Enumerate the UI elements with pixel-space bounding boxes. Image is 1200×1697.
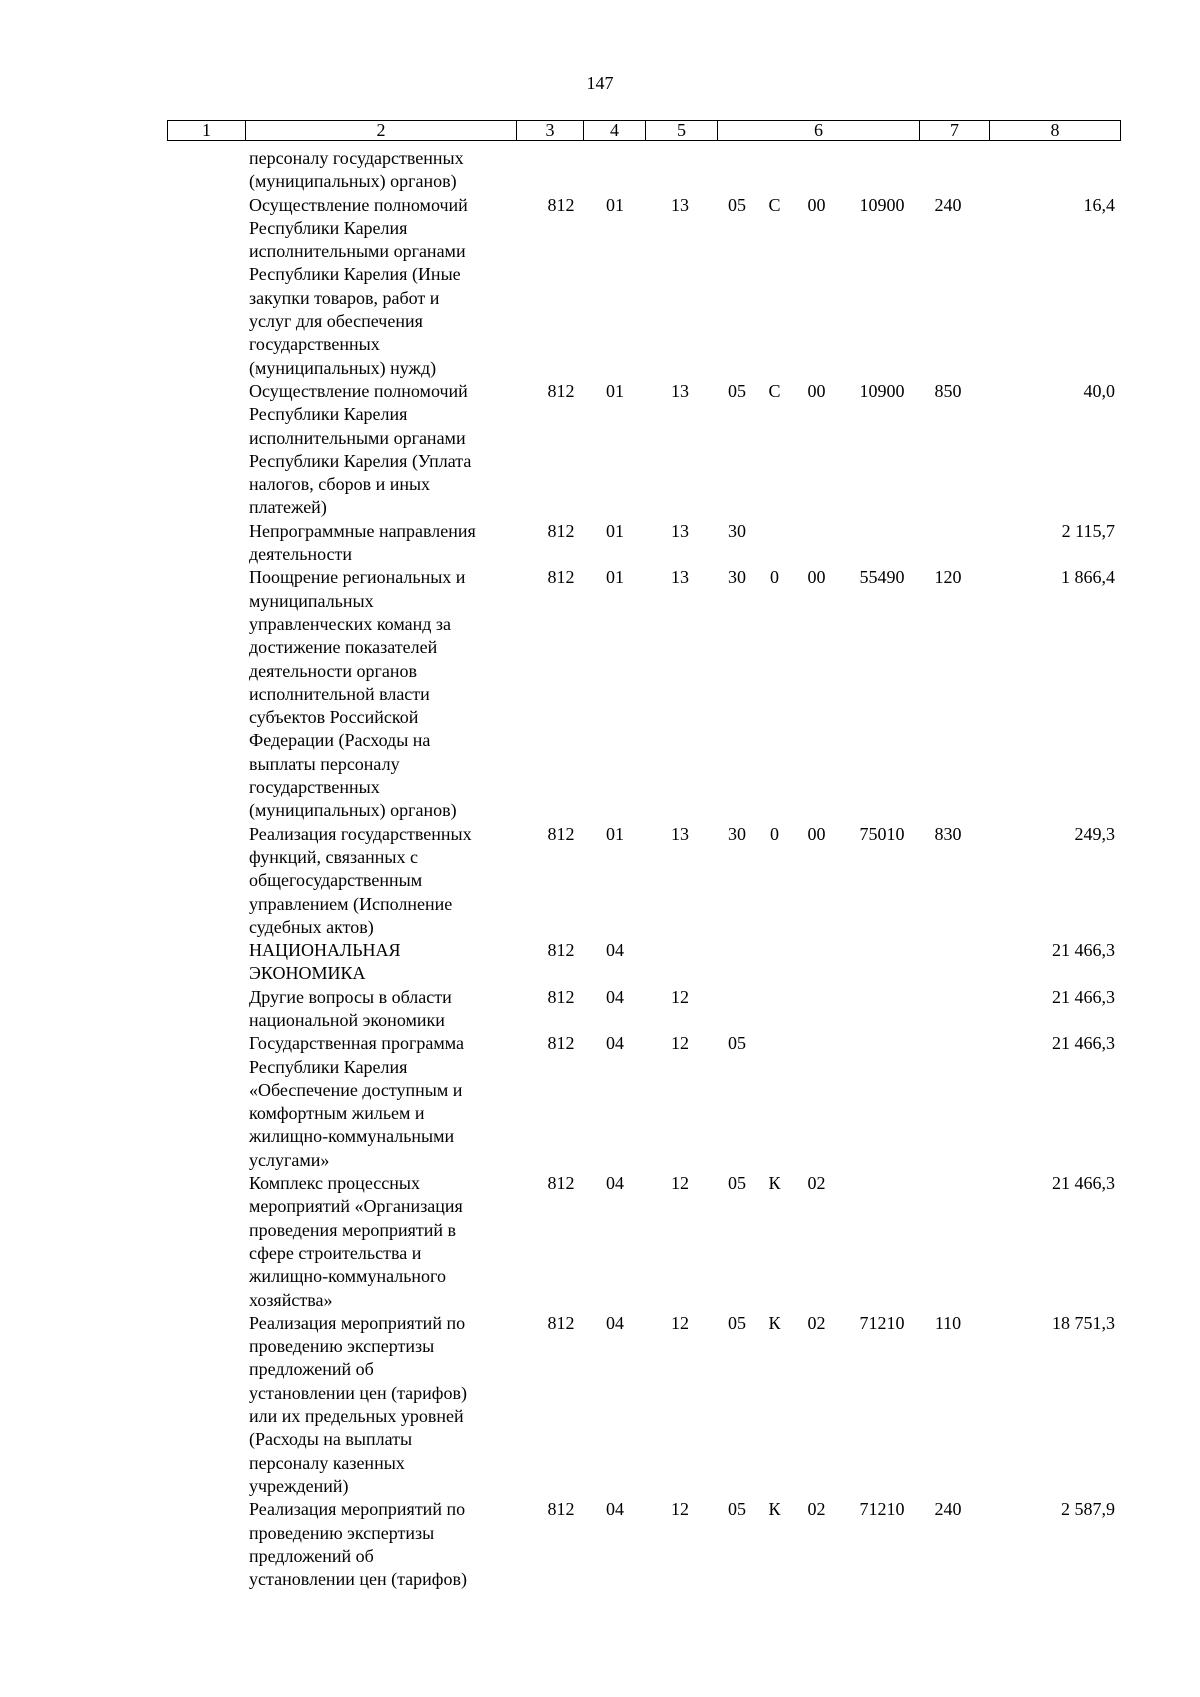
description-line: достижение показателей — [249, 637, 438, 658]
cell-department-code: 812 — [547, 380, 575, 401]
description-line: ЭКОНОМИКА — [249, 963, 366, 984]
description-line: жилищно-коммунальными — [249, 1126, 455, 1147]
description-line: НАЦИОНАЛЬНАЯ — [249, 940, 401, 961]
cell-amount: 21 466,3 — [1052, 1033, 1115, 1054]
cell-description — [249, 986, 511, 1033]
cell-section-code: 01 — [606, 194, 624, 215]
cell-target-article-part-3: 00 — [807, 567, 826, 588]
cell-target-article-part-2: С — [768, 380, 781, 401]
cell-target-article-part-3: 02 — [807, 1173, 826, 1194]
cell-description — [249, 147, 511, 194]
cell-target-article-part-4: 10900 — [859, 194, 905, 215]
cell-subsection-code: 13 — [671, 194, 689, 215]
cell-target-article-part-3: 02 — [807, 1499, 826, 1520]
cell-department-code: 812 — [547, 1173, 575, 1194]
table-row — [167, 1032, 1121, 1172]
cell-target-article-part-4: 55490 — [859, 567, 905, 588]
description-line: Федерации (Расходы на — [249, 730, 431, 751]
table-row — [167, 147, 1121, 194]
description-line: «Обеспечение доступным и — [249, 1079, 463, 1100]
description-line: деятельности органов — [249, 660, 418, 681]
cell-target-article-part-4: 71210 — [859, 1499, 905, 1520]
cell-amount: 21 466,3 — [1052, 940, 1115, 961]
cell-subsection-code: 13 — [671, 567, 689, 588]
description-line: Республики Карелия — [249, 1056, 408, 1077]
description-line: проведения мероприятий в — [249, 1219, 457, 1240]
description-line: Осуществление полномочий — [249, 380, 468, 401]
description-line: мероприятий «Организация — [249, 1196, 463, 1217]
cell-subsection-code: 12 — [671, 1312, 689, 1333]
cell-amount: 1 866,4 — [1061, 567, 1115, 588]
cell-section-code: 04 — [606, 1312, 624, 1333]
description-line: комфортным жильем и — [249, 1103, 425, 1124]
cell-department-code: 812 — [547, 1499, 575, 1520]
description-line: Осуществление полномочий — [249, 194, 468, 215]
cell-section-code: 01 — [606, 567, 624, 588]
cell-description — [249, 194, 511, 380]
description-line: Республики Карелия (Уплата — [249, 450, 472, 471]
cell-target-article-part-1: 05 — [728, 1173, 746, 1194]
description-line: Реализация мероприятий по — [249, 1312, 466, 1333]
table-header — [167, 120, 1121, 141]
table-row — [167, 1172, 1121, 1312]
description-line: (муниципальных) органов) — [249, 171, 457, 192]
description-line: Непрограммные направления — [249, 520, 476, 541]
budget-table-body — [167, 147, 1121, 1591]
description-line: персоналу казенных — [249, 1452, 405, 1473]
description-line: управлением (Исполнение — [249, 893, 453, 914]
header-col-1: 1 — [168, 121, 246, 140]
description-line: (Расходы на выплаты — [249, 1429, 413, 1450]
table-row — [167, 986, 1121, 1033]
cell-description — [249, 380, 511, 520]
table-row — [167, 939, 1121, 986]
description-line: Государственная программа — [249, 1033, 464, 1054]
table-row — [167, 1498, 1121, 1591]
cell-subsection-code: 12 — [671, 986, 689, 1007]
description-line: проведению экспертизы — [249, 1336, 435, 1357]
cell-subsection-code: 12 — [671, 1033, 689, 1054]
header-col-7: 7 — [920, 121, 990, 140]
cell-department-code: 812 — [547, 520, 575, 541]
description-line: выплаты персоналу — [249, 753, 400, 774]
description-line: общегосударственным — [249, 870, 423, 891]
description-line: функций, связанных с — [249, 846, 418, 867]
description-line: Поощрение региональных и — [249, 567, 466, 588]
cell-target-article-part-1: 05 — [728, 380, 746, 401]
cell-amount: 249,3 — [1074, 823, 1115, 844]
cell-amount: 21 466,3 — [1052, 1173, 1115, 1194]
cell-section-code: 04 — [606, 986, 624, 1007]
description-line: деятельности — [249, 544, 353, 565]
cell-section-code: 04 — [606, 940, 624, 961]
cell-target-article-part-3: 00 — [807, 194, 826, 215]
description-line: учреждений) — [249, 1475, 349, 1496]
cell-amount: 2 115,7 — [1061, 520, 1115, 541]
cell-amount: 18 751,3 — [1052, 1312, 1115, 1333]
description-line: персоналу государственных — [249, 148, 464, 168]
cell-department-code: 812 — [547, 1033, 575, 1054]
cell-target-article-part-2: К — [768, 1173, 781, 1194]
cell-department-code: 812 — [547, 823, 575, 844]
cell-target-article-part-1: 05 — [728, 1033, 746, 1054]
cell-expense-type: 240 — [934, 194, 962, 215]
description-line: жилищно-коммунального — [249, 1266, 446, 1287]
cell-description — [249, 520, 511, 567]
cell-subsection-code: 13 — [671, 823, 689, 844]
description-line: исполнительными органами — [249, 241, 466, 262]
cell-description — [249, 566, 511, 822]
table-row — [167, 520, 1121, 567]
page-number: 147 — [586, 73, 614, 93]
cell-department-code: 812 — [547, 1312, 575, 1333]
table-row — [167, 380, 1121, 520]
cell-target-article-part-1: 05 — [728, 1499, 746, 1520]
cell-description — [249, 1032, 511, 1172]
cell-subsection-code: 13 — [671, 520, 689, 541]
cell-amount: 2 587,9 — [1061, 1499, 1115, 1520]
cell-target-article-part-1: 30 — [728, 567, 746, 588]
description-line: Реализация государственных — [249, 823, 472, 844]
cell-description — [249, 1498, 511, 1591]
cell-target-article-part-2: С — [768, 194, 781, 215]
description-line: субъектов Российской — [249, 707, 419, 728]
description-line: сфере строительства и — [249, 1242, 422, 1263]
cell-amount: 16,4 — [1083, 194, 1115, 215]
cell-section-code: 01 — [606, 380, 624, 401]
cell-expense-type: 830 — [934, 823, 962, 844]
description-line: Республики Карелия — [249, 217, 408, 238]
description-line: или их предельных уровней — [249, 1406, 464, 1427]
cell-target-article-part-3: 00 — [807, 823, 826, 844]
header-col-4: 4 — [584, 121, 646, 140]
cell-expense-type: 110 — [934, 1312, 962, 1333]
header-col-3: 3 — [517, 121, 584, 140]
description-line: платежей) — [249, 497, 327, 518]
table-row — [167, 1312, 1121, 1498]
cell-target-article-part-2: К — [768, 1499, 781, 1520]
cell-target-article-part-1: 30 — [728, 823, 746, 844]
cell-subsection-code: 12 — [671, 1499, 689, 1520]
cell-description — [249, 939, 511, 986]
cell-target-article-part-3: 00 — [807, 380, 826, 401]
cell-amount: 40,0 — [1083, 380, 1115, 401]
cell-section-code: 04 — [606, 1499, 624, 1520]
cell-section-code: 04 — [606, 1033, 624, 1054]
cell-section-code: 01 — [606, 520, 624, 541]
header-col-5: 5 — [646, 121, 718, 140]
cell-section-code: 01 — [606, 823, 624, 844]
cell-target-article-part-4: 75010 — [859, 823, 905, 844]
description-line: услуг для обеспечения — [249, 311, 423, 332]
description-line: услугами» — [249, 1149, 330, 1170]
cell-amount: 21 466,3 — [1052, 986, 1115, 1007]
cell-target-article-part-1: 05 — [728, 1312, 746, 1333]
description-line: хозяйства» — [249, 1289, 333, 1310]
description-line: управленческих команд за — [249, 613, 451, 634]
description-line: (муниципальных) нужд) — [249, 357, 437, 378]
cell-target-article-part-4: 10900 — [859, 380, 905, 401]
description-line: государственных — [249, 334, 380, 355]
description-line: исполнительными органами — [249, 427, 466, 448]
cell-target-article-part-3: 02 — [807, 1312, 826, 1333]
description-line: государственных — [249, 777, 380, 798]
description-line: налогов, сборов и иных — [249, 474, 431, 495]
cell-department-code: 812 — [547, 194, 575, 215]
description-line: Другие вопросы в области — [249, 986, 452, 1007]
description-line: установлении цен (тарифов) — [249, 1382, 467, 1403]
cell-description — [249, 1312, 511, 1498]
header-col-2: 2 — [246, 121, 517, 140]
table-row — [167, 194, 1121, 380]
cell-description — [249, 823, 511, 939]
description-line: муниципальных — [249, 590, 374, 611]
cell-target-article-part-1: 05 — [728, 194, 746, 215]
cell-section-code: 04 — [606, 1173, 624, 1194]
cell-subsection-code: 12 — [671, 1173, 689, 1194]
description-line: закупки товаров, работ и — [249, 287, 440, 308]
description-line: Комплекс процессных — [249, 1173, 420, 1194]
cell-expense-type: 850 — [934, 380, 962, 401]
description-line: предложений об — [249, 1359, 374, 1380]
description-line: Республики Карелия (Иные — [249, 264, 461, 285]
cell-department-code: 812 — [547, 986, 575, 1007]
description-line: проведению экспертизы — [249, 1522, 435, 1543]
description-line: (муниципальных) органов) — [249, 800, 457, 821]
description-line: Республики Карелия — [249, 404, 408, 425]
table-row — [167, 823, 1121, 939]
cell-description — [249, 1172, 511, 1312]
description-line: Реализация мероприятий по — [249, 1499, 466, 1520]
cell-target-article-part-2: 0 — [770, 823, 779, 844]
cell-department-code: 812 — [547, 567, 575, 588]
cell-expense-type: 240 — [934, 1499, 962, 1520]
cell-department-code: 812 — [547, 940, 575, 961]
header-col-6: 6 — [718, 121, 920, 140]
cell-expense-type: 120 — [934, 567, 962, 588]
description-line: судебных актов) — [249, 916, 374, 937]
table-row — [167, 566, 1121, 822]
header-col-8: 8 — [1050, 120, 1060, 140]
description-line: исполнительной власти — [249, 683, 430, 704]
cell-subsection-code: 13 — [671, 380, 689, 401]
cell-target-article-part-2: 0 — [770, 567, 779, 588]
cell-target-article-part-1: 30 — [728, 520, 746, 541]
description-line: установлении цен (тарифов) — [249, 1569, 467, 1590]
cell-target-article-part-4: 71210 — [859, 1312, 905, 1333]
description-line: национальной экономики — [249, 1009, 445, 1030]
cell-target-article-part-2: К — [768, 1312, 781, 1333]
description-line: предложений об — [249, 1545, 374, 1566]
